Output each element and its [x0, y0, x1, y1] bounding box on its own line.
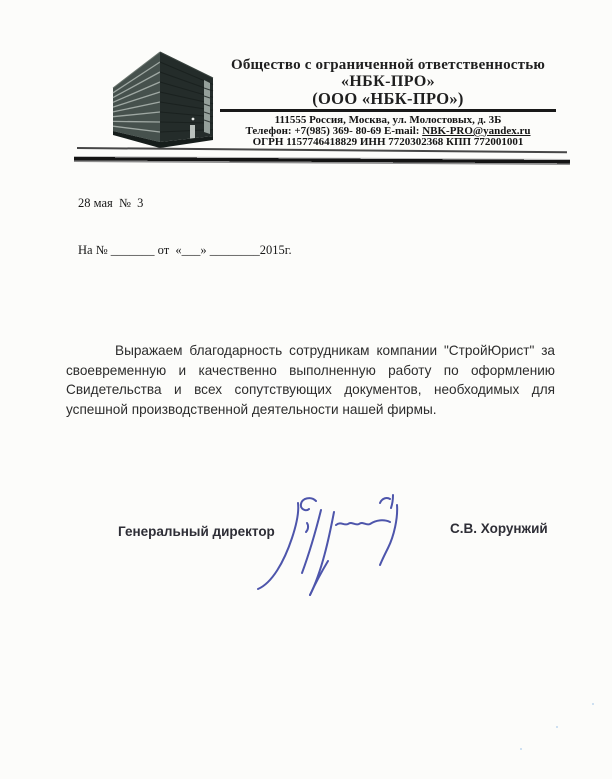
phone-email-text: Телефон: +7(985) 369- 80-69 E-mail:	[245, 124, 423, 137]
email-address: NBK-PRO@yandex.ru	[422, 124, 531, 137]
org-type: Общество с ограниченной ответственностью	[230, 57, 546, 73]
signatory-title: Генеральный директор	[118, 524, 275, 539]
org-registration: ОГРН 1157746418829 ИНН 7720302368 КПП 772001001	[252, 136, 524, 149]
company-building-logo	[107, 47, 219, 153]
scan-speck	[520, 748, 522, 750]
org-name: «НБК-ПРО»	[340, 73, 436, 90]
reference-number-line: На № _______ от «___» ________2015г.	[78, 242, 292, 257]
org-address: 111555 Россия, Москва, ул. Молостовых, д. 3Б	[274, 113, 502, 126]
divider-thick-rule	[74, 156, 570, 165]
letter-body-paragraph: Выражаем благодарность сотрудникам компании "СтройЮрист" за своевременную и качественно выполненную работу по оформлению Свидетельства и всех сопутствующих документов, необходимых для успешной производственной деятельности нашей фирмы.	[66, 343, 555, 417]
reference-block	[78, 165, 292, 289]
handwritten-signature	[248, 486, 416, 606]
scan-speck	[556, 726, 558, 728]
letterhead-divider	[220, 109, 556, 112]
org-alias: (ООО «НБК-ПРО»)	[312, 89, 464, 108]
scan-speck	[592, 703, 594, 705]
reference-date-line: 28 мая № 3	[78, 196, 144, 210]
signatory-name: С.В. Хорунжий	[450, 521, 548, 536]
letterhead	[210, 56, 566, 149]
